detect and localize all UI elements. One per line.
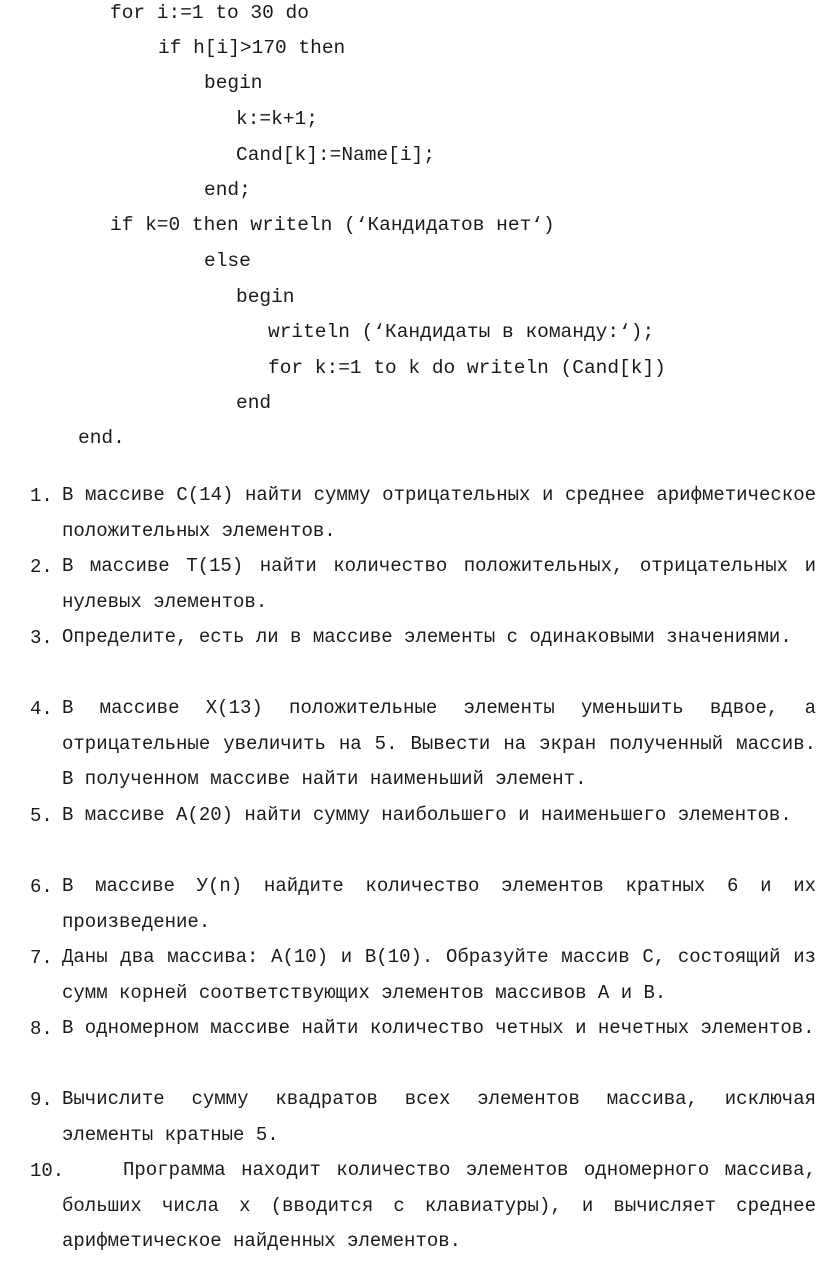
code-line: end. bbox=[78, 427, 125, 449]
task-text: В массиве Т(15) найти количество положительных, отрицательных и нулевых элементов. bbox=[62, 555, 816, 613]
task-number: 1. bbox=[30, 485, 53, 507]
task-number: 10. bbox=[30, 1160, 65, 1182]
code-line: end bbox=[236, 392, 272, 414]
code-line: begin bbox=[236, 286, 295, 308]
task-text: В массиве У(n) найдите количество элементов кратных 6 и их произведение. bbox=[62, 875, 816, 933]
task-text: В массиве Х(13) положительные элементы уменьшить вдвое, а отрицательные увеличить на 5. Вывести на экран полученный массив. В полученном массиве найти наименьший элемент. bbox=[62, 697, 816, 791]
code-line: if k=0 then writeln (‘Кандидатов нет‘) bbox=[110, 214, 555, 236]
task-text: В массиве А(20) найти сумму наибольшего и наименьшего элементов. bbox=[62, 804, 792, 826]
task-text: Вычислите сумму квадратов всех элементов массива, исключая элементы кратные 5. bbox=[62, 1088, 816, 1146]
task-number: 9. bbox=[30, 1089, 53, 1111]
code-line: for i:=1 to 30 do bbox=[110, 2, 309, 24]
code-line: end; bbox=[204, 179, 251, 201]
task-number: 6. bbox=[30, 876, 53, 898]
code-line: for k:=1 to k do writeln (Cand[k]) bbox=[268, 357, 666, 379]
task-text: Программа находит количество элементов одномерного массива, больших числа х (вводится с клавиатуры), и вычисляет среднее арифметическое найденных элементов. bbox=[62, 1159, 816, 1253]
task-text: В массиве С(14) найти сумму отрицательных и среднее арифметическое положительных элементов. bbox=[62, 484, 816, 542]
task-text: В одномерном массиве найти количество четных и нечетных элементов. bbox=[62, 1017, 815, 1039]
code-line: writeln (‘Кандидаты в команду:‘); bbox=[268, 321, 655, 343]
code-line: begin bbox=[204, 72, 263, 94]
task-text: Даны два массива: А(10) и В(10). Образуйте массив С, состоящий из сумм корней соответствующих элементов массивов А и В. bbox=[62, 946, 816, 1004]
task-number: 4. bbox=[30, 698, 53, 720]
task-number: 8. bbox=[30, 1018, 53, 1040]
task-number: 7. bbox=[30, 947, 53, 969]
code-line: else bbox=[204, 250, 251, 272]
task-text: Определите, есть ли в массиве элементы с одинаковыми значениями. bbox=[62, 626, 792, 648]
task-number: 2. bbox=[30, 556, 53, 578]
code-line: if h[i]>170 then bbox=[158, 37, 346, 59]
code-line: Cand[k]:=Name[i]; bbox=[236, 144, 435, 166]
task-number: 5. bbox=[30, 805, 53, 827]
task-number: 3. bbox=[30, 627, 53, 649]
code-line: k:=k+1; bbox=[236, 108, 318, 130]
